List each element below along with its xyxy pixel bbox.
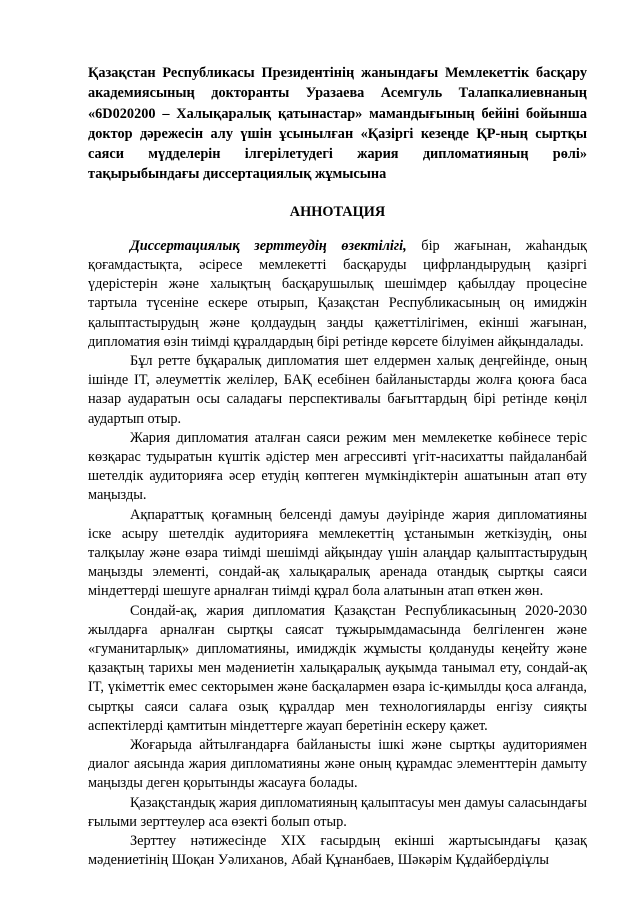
document-heading: Қазақстан Республикасы Президентінің жанындағы Мемлекеттік басқару академиясының докторанты Уразаева Асемгуль Талапкалиевнаның «6D020200 – Халықаралық қатынастар» мамандығының бейіні бойынша доктор дәрежесін алу үшін ұсынылған «Қазіргі кезеңде ҚР-ның сыртқы саяси мүдделерін ілгерілетудегі жария дипломатияның рөлі» тақырыбындағы диссертациялық жұмысына <box>88 65 587 183</box>
paragraph-relevance-text: бір жағынан, жаһандық қоғамдастықта, әсіресе мемлекетті басқаруды цифрландырудың қазіргі үдерістерін және халықтың басқарушылық шешімдер қабылдау процесіне тартыла түсеніне ескере отырып, Қазақстан Республикасының оң имиджін қалыптастырудың және қолдаудың заңды қажеттілігімен, екінші жағынан, дипломатия өзін тиімді құралдардың бірі ретінде көрсете білуімен айқындалады. <box>88 237 587 350</box>
annotation-title: АННОТАЦИЯ <box>289 203 386 220</box>
paragraph-relevance <box>88 237 587 352</box>
paragraph-mass-diplomacy: Бұл ретте бұқаралық дипломатия шет елдермен халық деңгейінде, оның ішінде IT, әлеуметтік желілер, БАҚ есебінен байланыстарды жолға қоюға баса назар аударатын осы саладағы перспективалы бағыттардың бірі ретінде көңіл аудартып отыр. <box>88 353 587 427</box>
paragraph-public-diplomacy: Жария дипломатия аталған саяси режим мен мемлекетке көбінесе теріс көзқарас тудыратын күштік әдістер мен агрессивті үгіт-насихатты пайдаланбай шетелдік аудиторияға әсер етудің көптеген мүмкіндіктерін ашатынын атап өту маңызды. <box>88 429 587 504</box>
paragraph-information-society: Ақпараттық қоғамның белсенді дамуы дәуірінде жария дипломатияны іске асыру шетелдік аудиторияға мемлекеттің ұстанымын жеткізудің, оны талқылау және өзара тиімді шешімді айқындау үшін алаңдар қалыптастырудың маңызды элементі, сондай-ақ халықаралық аренада отандық сыртқы саяси міндеттерді шешуге арналған тиімді құрал бола алатынын атап өткен жөн. <box>88 506 587 600</box>
document-body <box>88 63 587 870</box>
paragraph-research-relevance: Қазақстандық жария дипломатияның қалыптасуы мен дамуы саласындағы ғылыми зерттеулер аса өзекті болып отыр. <box>88 794 587 830</box>
paragraph-foreign-policy-concept: Сондай-ақ, жария дипломатия Қазақстан Республикасының 2020-2030 жылдарға арналған сыртқы саясат тұжырымдамасында белгіленген және «гуманитарлық» дипломатияны, имидждік жұмысты қолдануды кеңейту және қазақтың тарихы мен мәдениетін халықаралық ауқымда танымал ету, сондай-ақ IT, үкіметтік емес секторымен және басқалармен өзара іс-қимылды қоса алғанда, сыртқы саяси салаға озық құралдар мен технологияларды енгізу сияқты аспектілерді қамтитын міндеттерге жауап беретінін ескеру қажет. <box>88 602 587 734</box>
paragraph-dialogue: Жоғарыда айтылғандарға байланысты ішкі және сыртқы аудиториямен диалог аясында жария дипломатияны және оның құрамдас элементтерін дамыту маңызды деген қорытынды жасауға болады. <box>88 737 587 792</box>
paragraph-research-results: Зерттеу нәтижесінде XIX ғасырдың екінші жартысындағы қазақ мәдениетінің Шоқан Уәлиханов, Абай Құнанбаев, Шәкәрім Құдайбердіұлы <box>88 833 587 869</box>
paragraph-relevance-lead: Диссертациялық зерттеудің өзектілігі, <box>130 237 407 254</box>
